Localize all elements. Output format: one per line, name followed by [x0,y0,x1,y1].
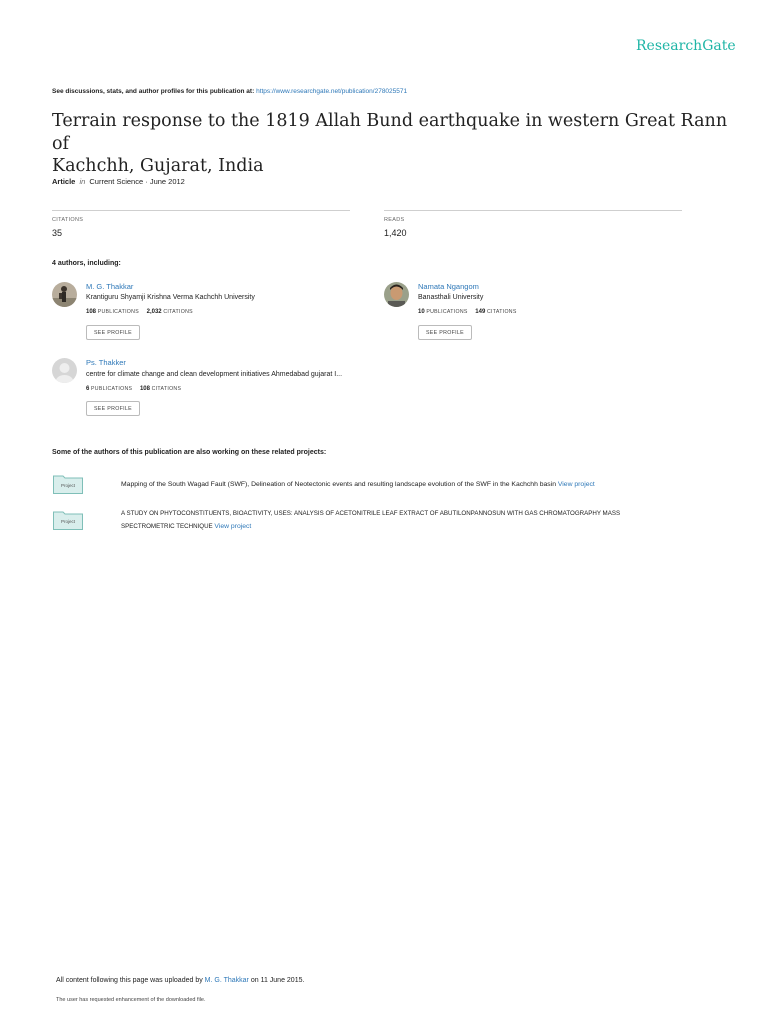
article-in: in [79,177,86,186]
authors-heading: 4 authors, including: [52,260,121,267]
author-photo-icon[interactable] [52,282,77,307]
project-folder-icon [53,510,83,530]
upload-note [56,977,304,984]
projects-heading: Some of the authors of this publication are also working on these related projects: [52,449,327,456]
publications-count: 108 [86,309,97,315]
author-name-link[interactable]: Ps. Thakker [86,358,126,367]
publications-label: PUBLICATIONS [97,309,139,315]
view-project-link[interactable]: View project [214,523,252,530]
project-description [121,507,711,533]
enhancement-note: The user has requested enhancement of the downloaded file. [56,997,206,1003]
discussion-line [52,88,407,95]
author-stats [86,309,199,315]
article-type: Article [52,177,76,186]
author-affiliation: Banasthali University [418,294,484,301]
paper-title-line-2: Kachchh, Gujarat, India [52,156,264,176]
publications-label: PUBLICATIONS [426,309,468,315]
view-project-link[interactable]: View project [557,481,595,488]
project-title-line-2-wrap [121,520,711,533]
article-venue: Current Science · June 2012 [89,177,185,186]
publications-label: PUBLICATIONS [91,386,133,392]
author-stats [86,386,187,392]
citations-value: 35 [52,228,63,238]
upload-prefix: All content following this page was uploaded by [56,977,203,984]
see-profile-button[interactable]: SEE PROFILE [86,325,140,340]
project-title-line-2: SPECTROMETRIC TECHNIQUE [121,523,213,530]
paper-title-line-1: Terrain response to the 1819 Allah Bund earthquake in western Great Rann of [52,111,728,154]
see-profile-button[interactable]: SEE PROFILE [418,325,472,340]
citations-label: CITATIONS [151,386,182,392]
project-title: Mapping of the South Wagad Fault (SWF), Delineation of Neotectonic events and resulting landscape evolution of the SWF in the Kachchh basin [121,481,556,488]
citations-count: 2,032 [146,309,162,315]
discussion-label: See discussions, stats, and author profiles for this publication at: [52,88,255,95]
author-name-link[interactable]: Namata Ngangom [418,282,479,291]
project-folder-icon [53,474,83,494]
publications-count: 10 [418,309,425,315]
citations-label: CITATIONS [163,309,193,315]
author-photo-icon[interactable] [384,282,409,307]
citations-rule [52,210,350,211]
reads-value: 1,420 [384,228,407,238]
project-icon-label: Project [60,519,75,524]
citations-count: 149 [475,309,486,315]
author-stats [418,309,523,315]
publication-url-link[interactable]: https://www.researchgate.net/publication/278025571 [256,88,408,95]
default-avatar-icon[interactable] [52,358,77,383]
uploader-link[interactable]: M. G. Thakkar [204,977,249,984]
project-title-line-1: A STUDY ON PHYTOCONSTITUENTS, BIOACTIVITY, USES: ANALYSIS OF ACETONITRILE LEAF EXTRACT OF ABUTILONPANNOSUN WITH GAS CHROMATOGRAPHY MASS [121,510,621,517]
citations-label: CITATIONS [486,309,517,315]
see-profile-button[interactable]: SEE PROFILE [86,401,140,416]
publications-count: 6 [86,386,90,392]
author-affiliation: centre for climate change and clean development initiatives Ahmedabad gujarat I... [86,371,343,378]
reads-label: READS [384,217,405,223]
project-icon-label: Project [60,483,75,488]
author-affiliation: Krantiguru Shyamji Krishna Verma Kachchh University [86,294,255,301]
project-description [121,478,595,491]
researchgate-logo[interactable]: ResearchGate [636,38,736,54]
upload-suffix: on 11 June 2015. [250,977,305,984]
citations-label: CITATIONS [52,217,84,223]
paper-title [52,110,732,178]
citations-count: 108 [139,386,150,392]
reads-rule [384,210,682,211]
author-name-link[interactable]: M. G. Thakkar [86,282,134,291]
article-meta [52,177,185,186]
